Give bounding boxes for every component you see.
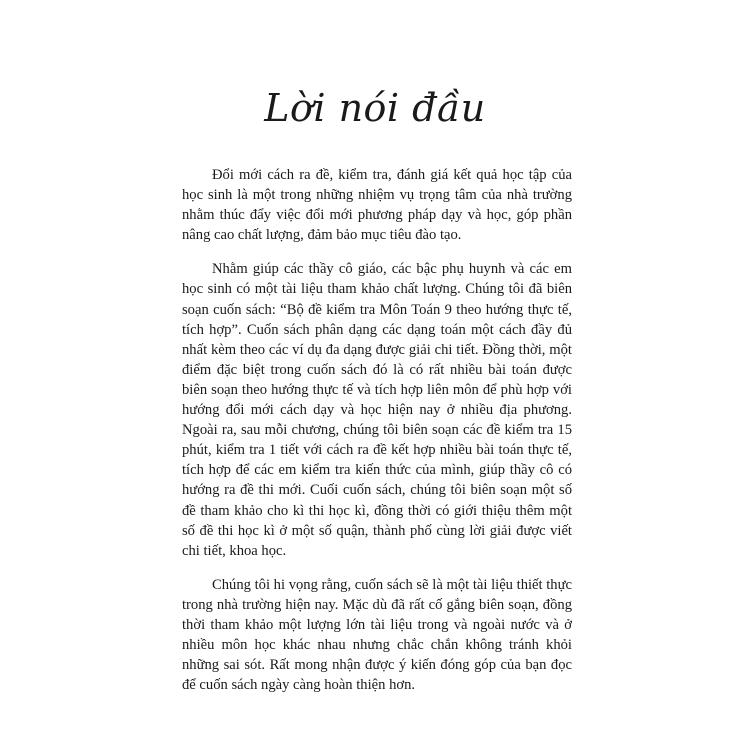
paragraph-1: Đổi mới cách ra đề, kiểm tra, đánh giá kết quả học tập của học sinh là một trong những nhiệm vụ trọng tâm của nhà trường nhằm thúc đẩy việc đổi mới phương pháp dạy và học, góp phần nâng cao chất lượng, đảm bảo mục tiêu đào tạo. <box>182 167 572 244</box>
paragraph-3: Chúng tôi hi vọng rằng, cuốn sách sẽ là một tài liệu thiết thực trong nhà trường hiện nay. Mặc dù đã rất cố gắng biên soạn, đồng thời tham khảo một lượng lớn tài liệu trong và ngoài nước và ở nhiều môn học khác nhau nhưng chắc chắn không tránh khỏi những sai sót. Rất mong nhận được ý kiến đóng góp của bạn đọc để cuốn sách ngày càng hoàn thiện hơn. <box>182 576 572 694</box>
page-title: Lời nói đầu <box>264 86 486 130</box>
body-text <box>182 165 572 709</box>
paragraph-2: Nhằm giúp các thầy cô giáo, các bậc phụ huynh và các em học sinh có một tài liệu tham khảo chất lượng. Chúng tôi đã biên soạn cuốn sách: “Bộ đề kiểm tra Môn Toán 9 theo hướng thực tế, tích hợp”. Cuốn sách phân dạng các dạng toán một cách đầy đủ nhất kèm theo các ví dụ đa dạng được giải chi tiết. Đồng thời, một điểm đặc biệt trong cuốn sách đó là có rất nhiều bài toán được biên soạn theo hướng thực tế và tích hợp liên môn để phù hợp với hướng đổi mới cách dạy và học hiện nay ở nhiều địa phương. Ngoài ra, sau mỗi chương, chúng tôi biên soạn các đề kiểm tra 15 phút, kiểm tra 1 tiết với cách ra đề kết hợp nhiều bài toán thực tế, tích hợp để các em kiểm tra kiến thức của mình, giúp thầy cô có hướng ra đề thi mới. Cuối cuốn sách, chúng tôi biên soạn một số đề tham khảo cho kì thi học kì, đồng thời có giới thiệu thêm một số đề thi học kì ở một số quận, thành phố cùng lời giải được viết chi tiết, khoa học. <box>182 261 572 559</box>
